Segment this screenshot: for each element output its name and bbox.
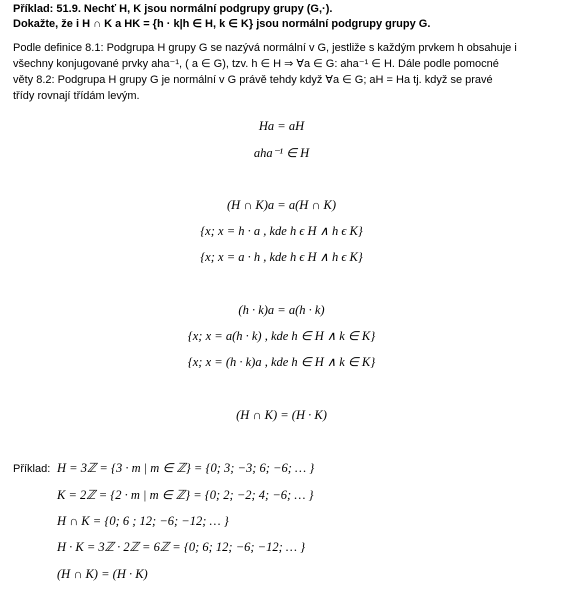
- equation-intersection-normal: (H ∩ K)a = a(H ∩ K): [226, 198, 337, 212]
- definition-line-2: všechny konjugované prvky aha⁻¹, ( a ∈ G), tzv. h ∈ H ⇒ ∀a ∈ G: aha⁻¹ ∈ H. Dále podle pomocné: [13, 58, 499, 70]
- equation-ha-ah: Ha = aH: [258, 119, 305, 133]
- definition-line-1: Podle definice 8.1: Podgrupa H grupy G se nazývá normální v G, jestliže s každým prvkem h obsahuje i: [13, 42, 517, 54]
- equation-conclusion: (H ∩ K) = (H · K): [236, 408, 327, 422]
- equation-set-hka: {x; x = (h · k)a , kde h ∈ H ∧ k ∈ K}: [187, 355, 376, 369]
- equation-set-ha: {x; x = h · a , kde h ϵ H ∧ h ϵ K}: [200, 224, 363, 238]
- equation-set-ah: {x; x = a · h , kde h ϵ H ∧ h ϵ K}: [200, 250, 363, 264]
- definition-line-3: věty 8.2: Podgrupa H grupy G je normální v G právě tehdy když ∀a ∈ G; aH = Ha tj. když se pravé: [13, 74, 493, 86]
- example-equation-conclusion: (H ∩ K) = (H · K): [57, 567, 148, 581]
- problem-statement: Dokažte, že i H ∩ K a HK = {h · k|h ∈ H, k ∈ K} jsou normální podgrupy grupy G.: [13, 18, 431, 30]
- example-equation-intersection: H ∩ K = {0; 6 ; 12; −6; −12; … }: [57, 514, 229, 528]
- equation-conjugate: aha⁻¹ ∈ H: [253, 146, 310, 160]
- example-equation-k: K = 2ℤ = {2 · m | m ∈ ℤ} = {0; 2; −2; 4; −6; … }: [57, 488, 314, 502]
- problem-title: Příklad: 51.9. Nechť H, K jsou normální podgrupy grupy (G,·).: [13, 3, 333, 15]
- example-equation-product: H · K = 3ℤ · 2ℤ = 6ℤ = {0; 6; 12; −6; −12; … }: [57, 540, 306, 554]
- equation-set-ahk: {x; x = a(h · k) , kde h ∈ H ∧ k ∈ K}: [187, 329, 376, 343]
- definition-line-4: třídy rovnají třídám levým.: [13, 90, 140, 102]
- example-label: Příklad:: [13, 463, 51, 475]
- equation-product-normal: (h · k)a = a(h · k): [238, 303, 325, 317]
- example-equation-h: H = 3ℤ = {3 · m | m ∈ ℤ} = {0; 3; −3; 6; −6; … }: [57, 461, 315, 475]
